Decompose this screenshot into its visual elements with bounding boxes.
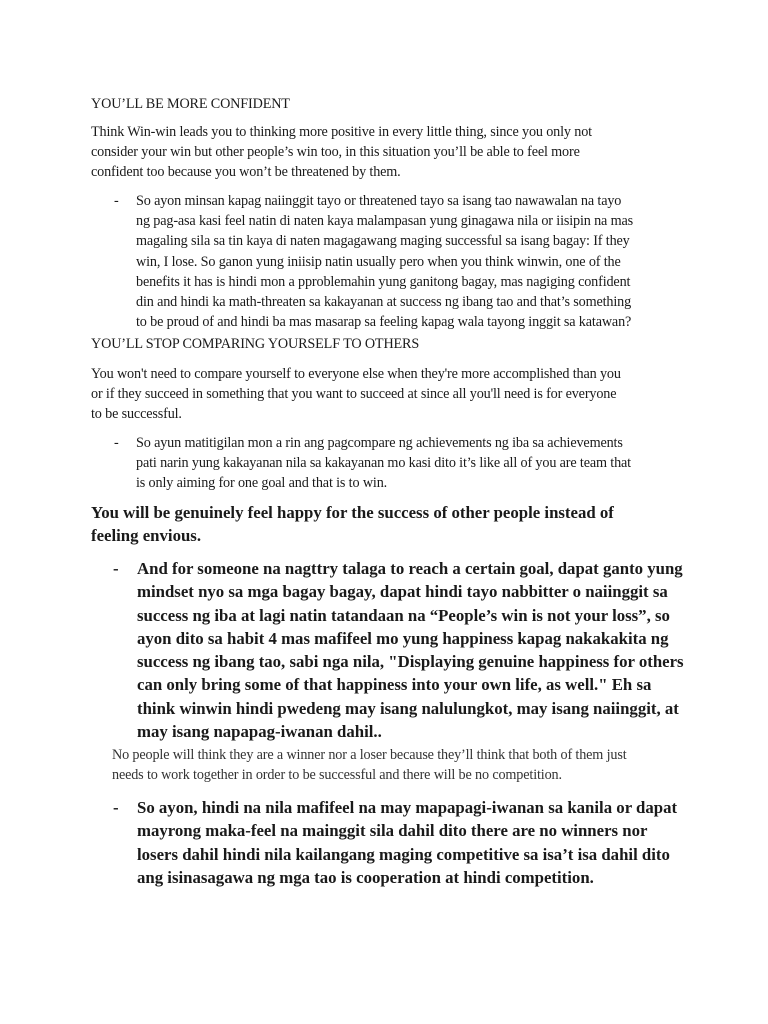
paragraph-line: Think Win-win leads you to thinking more positive in every little thing, since you only not: [91, 124, 592, 140]
bullet-dash: -: [114, 435, 119, 451]
bullet-line: can only bring some of that happiness into your own life, as well." Eh sa: [137, 675, 652, 695]
note-line: No people will think they are a winner nor a loser because they’ll think that both of them just: [112, 747, 627, 763]
bullet-line: ayon dito sa habit 4 mas mafifeel mo yung happiness kapag nakakakita ng: [137, 628, 669, 648]
bullet-dash: -: [113, 559, 119, 578]
bullet-dash: -: [113, 798, 119, 817]
bullet-line: So ayun matitigilan mon a rin ang pagcompare ng achievements ng iba sa achievements: [136, 435, 623, 451]
paragraph-line: to be successful.: [91, 406, 182, 423]
paragraph-comparing: [91, 364, 621, 425]
paragraph-line: confident too because you won’t be threatened by them.: [91, 164, 401, 181]
section-heading-comparing: [91, 334, 419, 354]
bullet-line: think winwin hindi pwedeng may isang nalulungkot, may isang naiinggit, at: [137, 698, 679, 718]
note-paragraph: [112, 745, 627, 785]
bullet-line: may isang napapag-iwanan dahil..: [137, 722, 382, 742]
bullet-line: win, I lose. So ganon yung iniisip natin usually pero when you think winwin, one of the: [136, 253, 621, 270]
paragraph-line: You won't need to compare yourself to everyone else when they're more accomplished than you: [91, 366, 621, 382]
bullet-line: to be proud of and hindi ba mas masarap sa feeling kapag wala tayong inggit sa katawan?: [136, 314, 632, 331]
bullet-line: success ng ibang tao, sabi nga nila, "Displaying genuine happiness for others: [137, 652, 684, 672]
paragraph-confident: [91, 122, 592, 183]
bullet-line: losers dahil hindi nila kailangang maging competitive sa isa’t isa dahil dito: [137, 844, 670, 864]
bullet-line: benefits it has is hindi mon a pproblemahin yung ganitong bagay, mas nagiging confident: [136, 273, 631, 290]
bullet-line: mindset nyo sa mga bagay bagay, dapat hindi tayo nabbitter o naiinggit sa: [137, 582, 668, 602]
heading-text: YOU’LL STOP COMPARING YOURSELF TO OTHERS: [91, 336, 420, 352]
bullet-line: mayrong maka-feel na mainggit sila dahil dito there are no winners nor: [137, 821, 648, 841]
section-heading-confident: [91, 94, 290, 114]
bullet-line: So ayon, hindi na nila mafifeel na may mapapagi-iwanan sa kanila or dapat: [137, 798, 678, 817]
paragraph-line: or if they succeed in something that you want to succeed at since all you'll need is for everyone: [91, 386, 617, 403]
heading-line: feeling envious.: [91, 526, 202, 546]
bullet-line: success ng iba at lagi natin tatandaan na “People’s win is not your loss”, so: [137, 605, 670, 625]
bullet-line: magaling sila sa tin kaya di naten magagawang maging successful sa isang bagay: If they: [136, 233, 630, 250]
paragraph-line: consider your win but other people’s win too, in this situation you’ll be able to feel more: [91, 144, 580, 161]
bullet-line: pati narin yung kakayanan nila sa kakayanan mo kasi dito it’s like all of you are team that: [136, 455, 631, 472]
bullet-line: ang isinasagawa ng mga tao is cooperation at hindi competition.: [137, 867, 594, 887]
bullet-line: ng pag-asa kasi feel natin di naten kaya malampasan yung ginagawa nila or iisipin na mas: [136, 213, 633, 230]
bullet-dash: -: [114, 193, 119, 209]
bullet-line: And for someone na nagttry talaga to reach a certain goal, dapat ganto yung: [137, 559, 683, 578]
heading-line: You will be genuinely feel happy for the success of other people instead of: [91, 503, 614, 522]
note-line: needs to work together in order to be successful and there will be no competition.: [112, 767, 562, 784]
bullet-line: din and hindi ka math-threaten sa kakayanan at success ng ibang tao and that’s something: [136, 294, 632, 311]
heading-text: YOU’LL BE MORE CONFIDENT: [91, 96, 290, 112]
bullet-line: is only aiming for one goal and that is to win.: [136, 475, 388, 492]
bullet-line: So ayon minsan kapag naiinggit tayo or threatened tayo sa isang tao nawawalan na tayo: [136, 193, 622, 209]
section-heading-happy: [91, 501, 614, 548]
